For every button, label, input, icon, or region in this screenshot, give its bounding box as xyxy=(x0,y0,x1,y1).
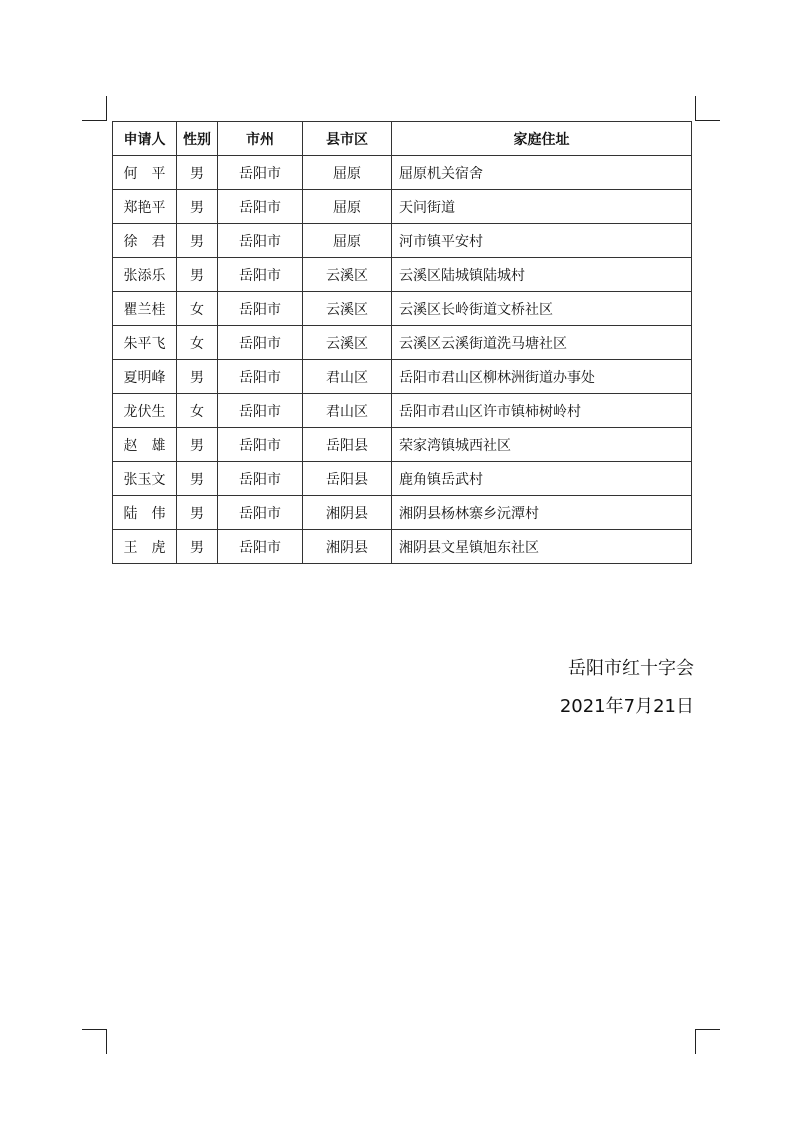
table-row xyxy=(113,462,692,496)
cell-county: 云溪区 xyxy=(303,292,392,326)
cell-address: 云溪区长岭街道文桥社区 xyxy=(392,292,692,326)
cell-gender: 女 xyxy=(177,394,218,428)
signature-block xyxy=(560,650,694,726)
cell-applicant: 朱平飞 xyxy=(113,326,177,360)
cell-address: 鹿角镇岳武村 xyxy=(392,462,692,496)
cell-gender: 男 xyxy=(177,360,218,394)
cell-applicant: 夏明峰 xyxy=(113,360,177,394)
cell-city: 岳阳市 xyxy=(218,462,303,496)
cell-county: 屈原 xyxy=(303,224,392,258)
cell-address: 荣家湾镇城西社区 xyxy=(392,428,692,462)
cell-city: 岳阳市 xyxy=(218,258,303,292)
cell-gender: 男 xyxy=(177,224,218,258)
cell-address: 天问街道 xyxy=(392,190,692,224)
cell-applicant: 龙伏生 xyxy=(113,394,177,428)
issue-date: 2021年7月21日 xyxy=(559,696,694,717)
cell-city: 岳阳市 xyxy=(218,190,303,224)
cell-county: 云溪区 xyxy=(303,258,392,292)
cell-city: 岳阳市 xyxy=(218,292,303,326)
crop-mark-top-left xyxy=(82,96,107,121)
cell-city: 岳阳市 xyxy=(218,326,303,360)
table-row xyxy=(113,258,692,292)
cell-county: 湘阴县 xyxy=(303,530,392,564)
table-row xyxy=(113,224,692,258)
cell-gender: 男 xyxy=(177,190,218,224)
table-row xyxy=(113,428,692,462)
table-header-row xyxy=(113,122,692,156)
header-city: 市州 xyxy=(218,122,303,156)
crop-mark-top-right xyxy=(695,96,720,121)
cell-applicant: 郑艳平 xyxy=(113,190,177,224)
table-row xyxy=(113,326,692,360)
cell-address: 河市镇平安村 xyxy=(392,224,692,258)
cell-applicant: 张玉文 xyxy=(113,462,177,496)
cell-city: 岳阳市 xyxy=(218,394,303,428)
cell-gender: 男 xyxy=(177,530,218,564)
cell-applicant: 何 平 xyxy=(113,156,177,190)
cell-gender: 女 xyxy=(177,326,218,360)
cell-gender: 男 xyxy=(177,462,218,496)
cell-applicant: 徐 君 xyxy=(113,224,177,258)
header-address: 家庭住址 xyxy=(392,122,692,156)
table-row xyxy=(113,292,692,326)
cell-city: 岳阳市 xyxy=(218,224,303,258)
cell-gender: 男 xyxy=(177,496,218,530)
cell-county: 湘阴县 xyxy=(303,496,392,530)
cell-gender: 男 xyxy=(177,428,218,462)
header-county: 县市区 xyxy=(303,122,392,156)
table-row xyxy=(113,360,692,394)
cell-gender: 男 xyxy=(177,258,218,292)
cell-county: 屈原 xyxy=(303,156,392,190)
cell-city: 岳阳市 xyxy=(218,428,303,462)
cell-county: 岳阳县 xyxy=(303,428,392,462)
cell-address: 岳阳市君山区许市镇柿树岭村 xyxy=(392,394,692,428)
cell-county: 云溪区 xyxy=(303,326,392,360)
table-row xyxy=(113,156,692,190)
cell-applicant: 王 虎 xyxy=(113,530,177,564)
cell-gender: 女 xyxy=(177,292,218,326)
cell-applicant: 赵 雄 xyxy=(113,428,177,462)
cell-county: 屈原 xyxy=(303,190,392,224)
cell-applicant: 张添乐 xyxy=(113,258,177,292)
cell-county: 君山区 xyxy=(303,360,392,394)
cell-address: 湘阴县文星镇旭东社区 xyxy=(392,530,692,564)
cell-address: 湘阴县杨林寨乡沅潭村 xyxy=(392,496,692,530)
crop-mark-bottom-left xyxy=(82,1029,107,1054)
table-body xyxy=(113,156,692,564)
cell-county: 岳阳县 xyxy=(303,462,392,496)
table-row xyxy=(113,496,692,530)
table-row xyxy=(113,394,692,428)
organization-name: 岳阳市红十字会 xyxy=(568,658,694,679)
table-row xyxy=(113,190,692,224)
cell-city: 岳阳市 xyxy=(218,530,303,564)
cell-city: 岳阳市 xyxy=(218,156,303,190)
applicant-table xyxy=(112,121,692,564)
cell-applicant: 瞿兰桂 xyxy=(113,292,177,326)
cell-address: 云溪区云溪街道洗马塘社区 xyxy=(392,326,692,360)
cell-city: 岳阳市 xyxy=(218,496,303,530)
cell-gender: 男 xyxy=(177,156,218,190)
cell-address: 岳阳市君山区柳林洲街道办事处 xyxy=(392,360,692,394)
cell-address: 屈原机关宿舍 xyxy=(392,156,692,190)
table-row xyxy=(113,530,692,564)
cell-applicant: 陆 伟 xyxy=(113,496,177,530)
header-applicant: 申请人 xyxy=(113,122,177,156)
cell-county: 君山区 xyxy=(303,394,392,428)
header-gender: 性别 xyxy=(177,122,218,156)
cell-address: 云溪区陆城镇陆城村 xyxy=(392,258,692,292)
cell-city: 岳阳市 xyxy=(218,360,303,394)
crop-mark-bottom-right xyxy=(695,1029,720,1054)
